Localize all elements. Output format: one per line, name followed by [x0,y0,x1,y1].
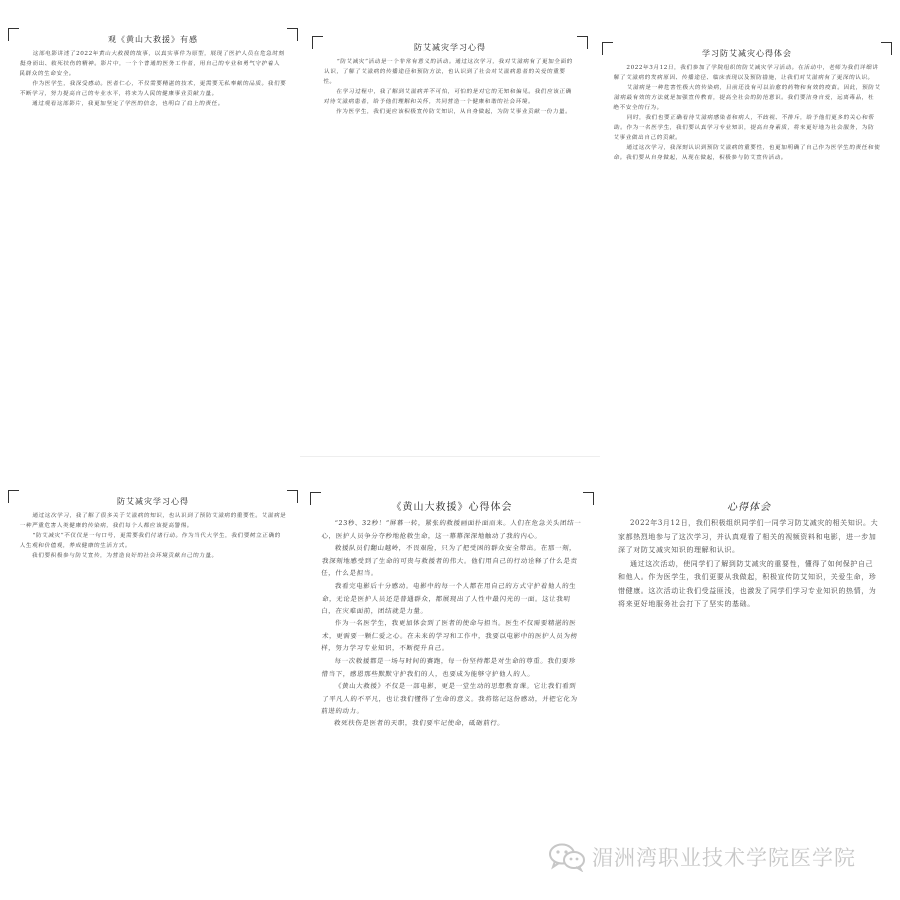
paragraph: “23秒、32秒！”屏幕一转，紧张的救援画面扑面而来。人们在危急关头团结一心，医护人员争分夺秒地抢救生命，这一幕幕深深地触动了我的内心。 [321,519,582,540]
corner-mark [881,42,892,55]
paragraph: 作为一名医学生，我更加体会到了医者的使命与担当。医生不仅需要精湛的医术，更需要一颗仁爱之心。在未来的学习和工作中，我要以电影中的医护人员为榜样，努力学习专业知识，不断提升自己。 [320,619,578,652]
page-title: 防艾减灾学习心得 [414,43,486,52]
paragraph: 救援队员们翻山越岭，不畏艰险，只为了把受困的群众安全带出。在那一刻，我深刻地感受到了生命的可贵与救援者的伟大。他们用自己的行动诠释了什么是责任，什么是担当。 [320,544,578,577]
paragraph: 每一次救援都是一场与时间的赛跑，每一份坚持都是对生命的尊重。我们要珍惜当下，感恩那些默默守护我们的人，也要成为能够守护他人的人。 [321,656,577,677]
corner-mark [8,490,19,503]
paragraph: “防艾减灾”不仅仅是一句口号，更需要我们付诸行动。作为当代大学生，我们要树立正确的人生观和价值观，养成健康的生活方式。 [19,533,282,549]
paragraph: 作为医学生，我深受感动。医者仁心，不仅需要精湛的技术，更需要无私奉献的品质。我们要不断学习，努力提高自己的专业水平，将来为人民的健康事业贡献力量。 [19,81,287,97]
paragraph: 我看完电影后十分感动。电影中的每一个人都在用自己的方式守护着他人的生命，无论是医护人员还是普通群众，都展现出了人性中最闪光的一面。这让我明白，在灾难面前，团结就是力量。 [320,581,577,615]
paragraph: 这部电影讲述了2022年黄山大救援的故事，以真实事件为原型，展现了医护人员在危急时刻挺身而出、救死扶伤的精神。影片中，一个个普通的医务工作者，用自己的专业和勇气守护着人民群众的生命安全。 [19,51,285,77]
watermark-text: 湄洲湾职业技术学院医学院 [592,846,856,870]
paragraph: 通过观看这部影片，我更加坚定了学医的信念，也明白了肩上的责任。 [31,101,225,107]
paragraph: 2022年3月12日，我们参加了学院组织的防艾减灾学习活动。在活动中，老师为我们详细讲解了艾滋病的发病原因、传播途径、临床表现以及预防措施，让我们对艾滋病有了更深的认识。 [613,65,879,81]
paragraph: 《黄山大救援》不仅是一部电影，更是一堂生动的思想教育课。它让我们看到了平凡人的不平凡，也让我们懂得了生命的意义。我将铭记这份感动，并把它化为前进的动力。 [320,681,578,715]
paragraph: 救死扶伤是医者的天职，我们要牢记使命，砥砺前行。 [333,719,505,727]
page-title: 《黄山大救援》心得体会 [391,502,513,513]
paragraph: 2022年3月12日，我们积极组织同学们一同学习防艾减灾的相关知识。大家都热烈地参与了这次学习，并认真观看了相关的视频资料和电影，进一步加深了对防艾减灾知识的理解和认识。 [618,519,879,554]
corner-mark [8,28,19,41]
document-page-5 [306,486,598,768]
corner-mark [577,36,588,49]
page-title: 防艾减灾学习心得 [117,497,189,506]
paragraph: 作为医学生，我们更应该积极宣传防艾知识，从自身做起，为防艾事业贡献一份力量。 [335,109,572,115]
corner-mark [287,490,298,503]
paragraph: 通过这次活动，使同学们了解到防艾减灾的重要性，懂得了如何保护自己和他人。作为医学生，我们更要从我做起，积极宣传防艾知识，关爱生命，珍惜健康。这次活动让我们受益匪浅，也激发了同学们学习专业知识的热情，为将来更好地服务社会打下了坚实的基础。 [618,559,877,608]
page-title: 学习防艾减灾心得体会 [702,49,792,58]
page-title: 心得体会 [727,502,771,513]
document-page-1 [4,22,302,182]
paragraph: 我们要积极参与防艾宣传，为营造良好的社会环境贡献自己的力量。 [31,553,219,559]
corner-mark [287,28,298,41]
page-title: 观《黄山大救援》有感 [108,35,198,44]
paragraph: 通过这次学习，我深刻认识到预防艾滋病的重要性，也更加明确了自己作为医学生的责任和使命。我们要从自身做起，从现在做起，积极参与防艾宣传活动。 [613,145,881,161]
document-page-2 [308,30,592,160]
wechat-icon [548,842,586,872]
paragraph: “防艾减灾”活动是一个非常有意义的活动。通过这次学习，我对艾滋病有了更加全面的认识，了解了艾滋病的传播途径和预防方法，也认识到了社会对艾滋病患者的关爱的重要性。 [323,59,574,85]
corner-mark [312,36,323,49]
corner-mark [310,492,321,505]
paragraph: 同时，我们也要正确看待艾滋病感染者和病人，不歧视、不排斥，给予他们更多的关心和帮助。作为一名医学生，我们要认真学习专业知识，提高自身素质，将来更好地为社会服务，为防艾事业做出自己的贡献。 [613,115,875,141]
paragraph: 在学习过程中，我了解到艾滋病并不可怕，可怕的是对它的无知和偏见。我们应该正确对待艾滋病患者，给予他们理解和关怀，共同营造一个健康和谐的社会环境。 [323,89,572,105]
paragraph: 艾滋病是一种危害性极大的传染病，目前还没有可以治愈的药物和有效的疫苗。因此，预防艾滋病最有效的方法就是加强宣传教育，提高全社会的防范意识。我们要洁身自爱，远离毒品，杜绝不安全的行为。 [613,85,881,111]
corner-mark [583,492,594,505]
divider [300,456,600,457]
document-page-6 [602,486,896,656]
watermark [548,842,856,872]
corner-mark [602,42,613,55]
paragraph: 通过这次学习，我了解了很多关于艾滋病的知识，也认识到了预防艾滋病的重要性。艾滋病是一种严重危害人类健康的传染病，我们每个人都应该提高警惕。 [19,513,287,529]
document-page-4 [4,484,302,594]
document-page-3 [598,36,896,252]
